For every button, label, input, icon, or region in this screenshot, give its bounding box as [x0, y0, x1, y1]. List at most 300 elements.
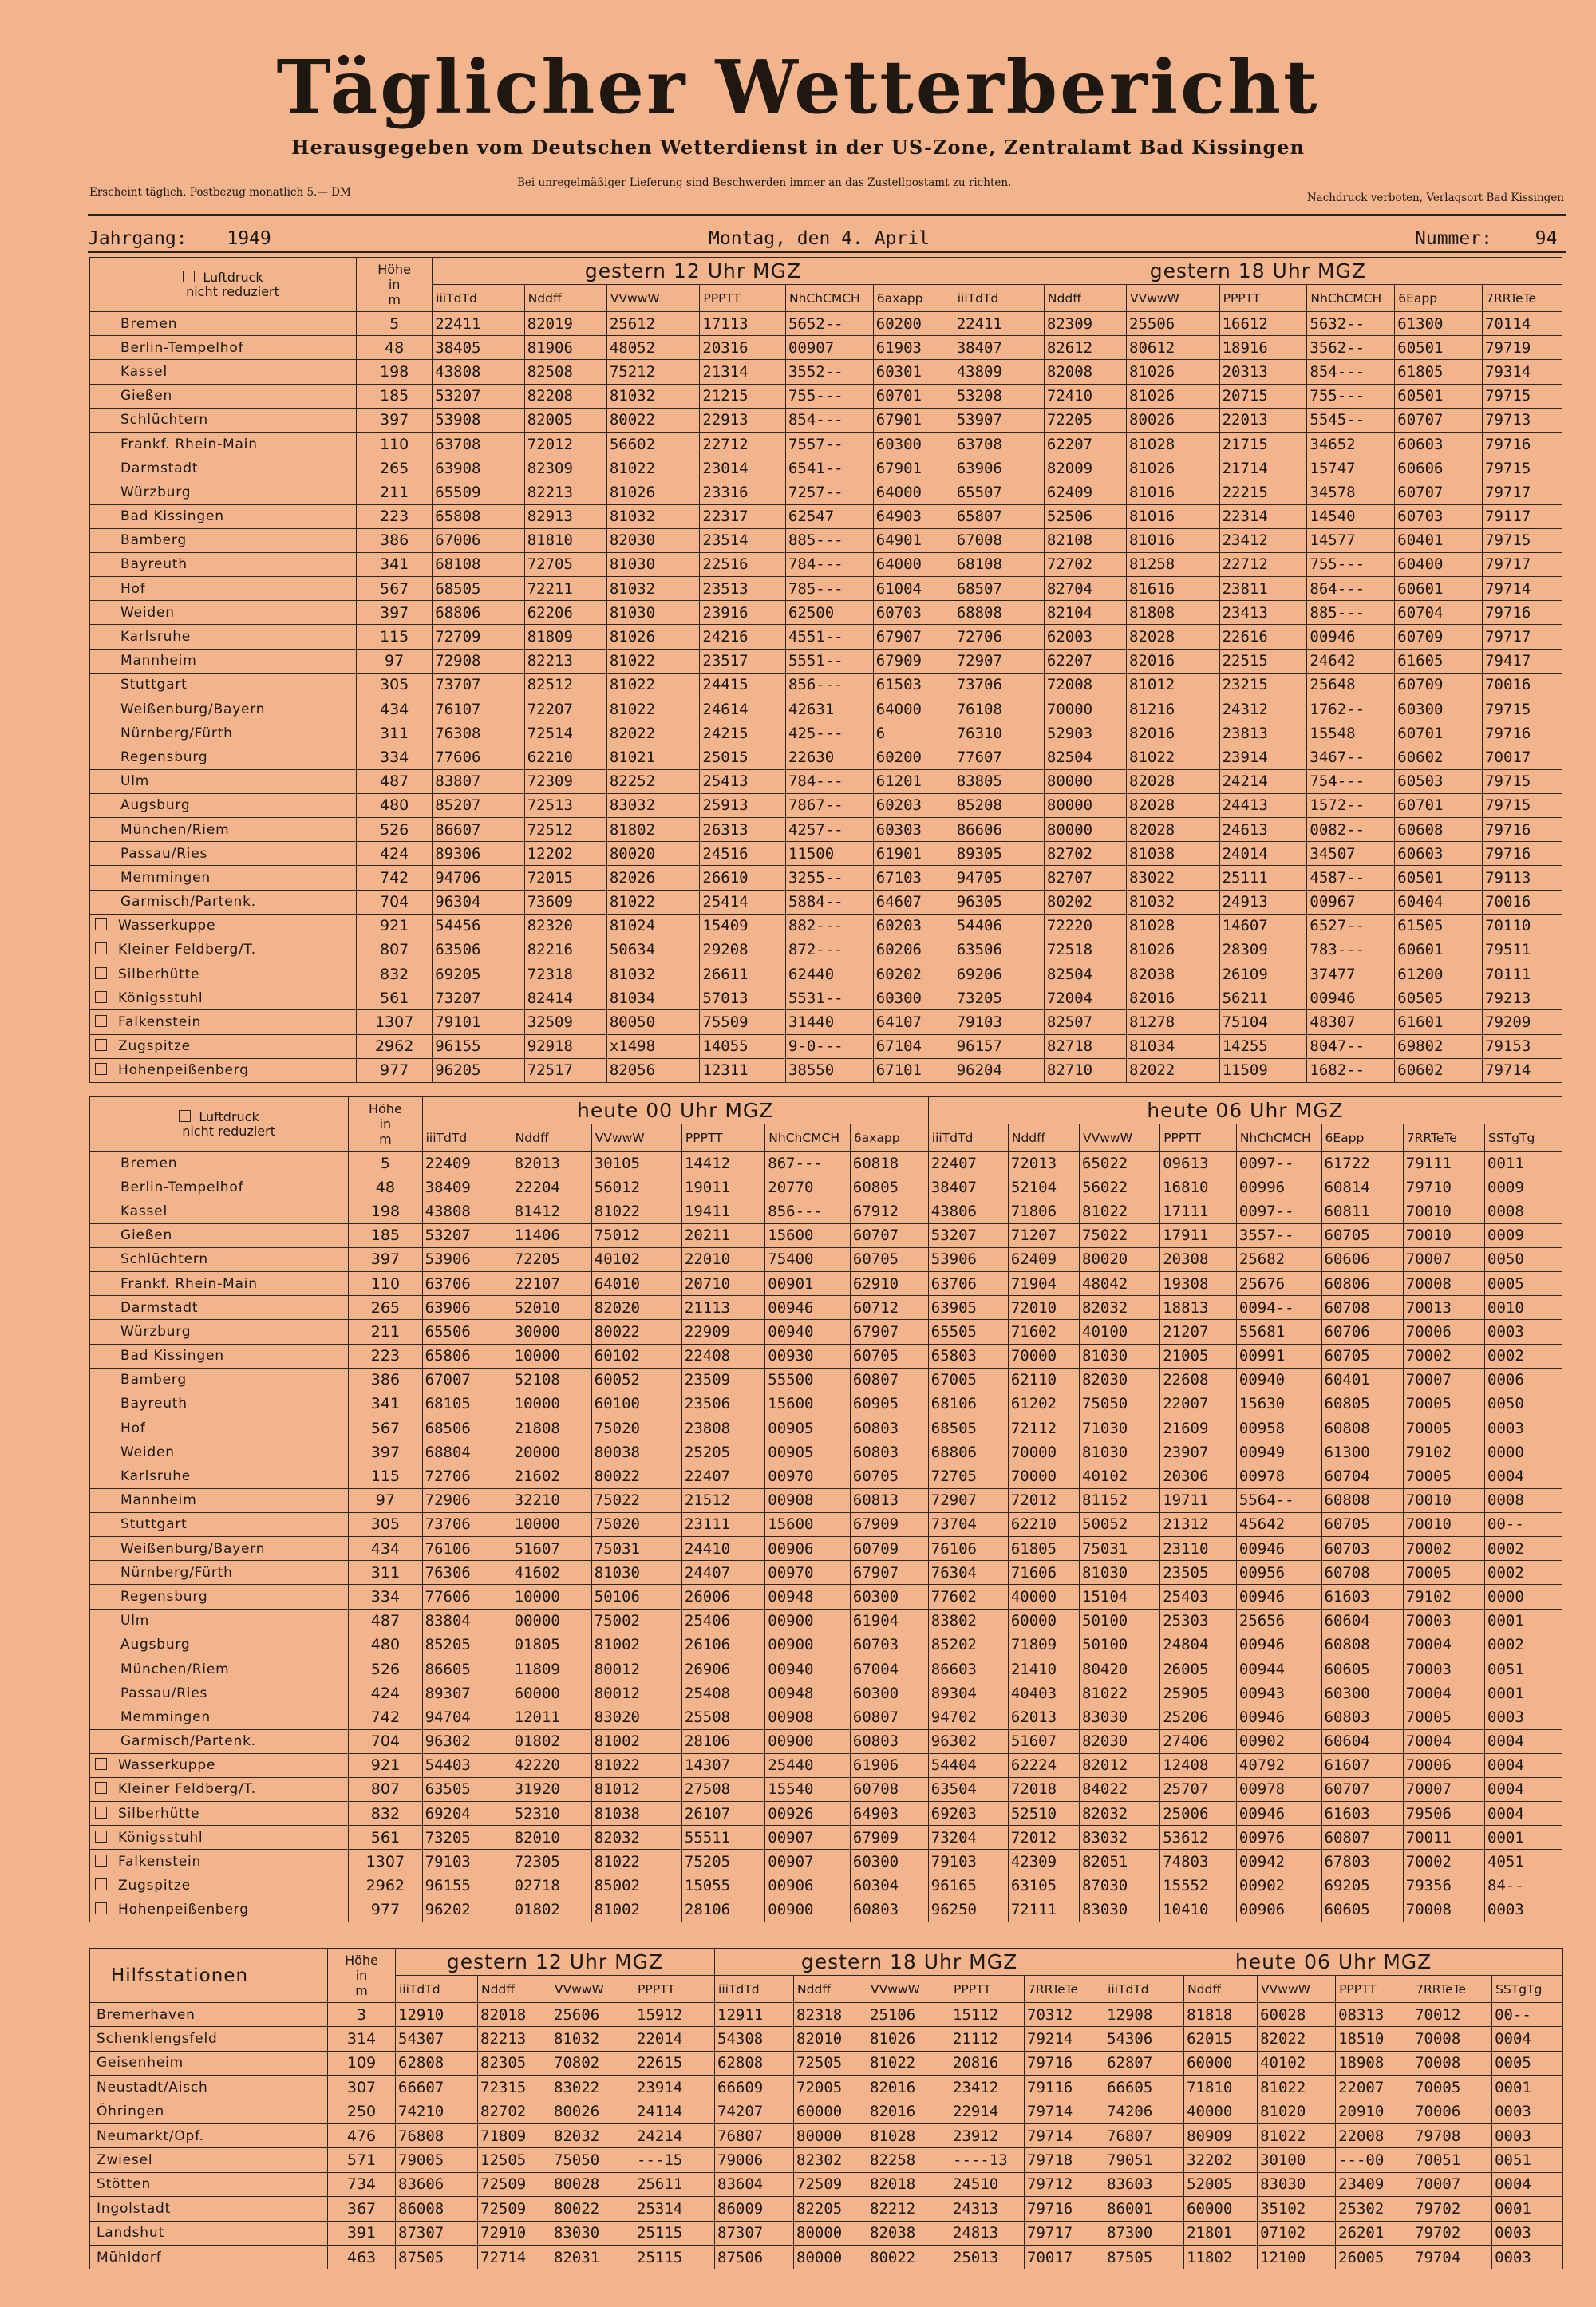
checkbox-icon	[95, 1039, 107, 1051]
table-row	[90, 1898, 1562, 1922]
data-cell: 81012	[591, 1777, 681, 1801]
data-cell: 72709	[433, 625, 524, 649]
data-cell: 54404	[928, 1753, 1008, 1777]
data-cell: 60701	[1395, 793, 1483, 817]
data-cell: 68806	[433, 601, 524, 625]
data-cell: 67103	[873, 866, 954, 890]
data-cell: 72509	[478, 2197, 551, 2221]
station-name: Schlüchtern	[120, 1251, 208, 1268]
data-cell: 41602	[512, 1561, 591, 1585]
station-cell	[90, 2245, 328, 2269]
data-cell: 0002	[1485, 1344, 1562, 1368]
data-cell: 425---	[785, 721, 873, 745]
data-cell: 65808	[433, 504, 524, 528]
data-cell: 76310	[954, 721, 1044, 745]
data-cell: 70007	[1403, 1247, 1484, 1271]
data-cell: 79101	[433, 1010, 524, 1034]
data-cell: 61300	[1395, 312, 1483, 336]
height-cell: 265	[349, 1296, 422, 1320]
data-cell: 82305	[478, 2051, 551, 2075]
data-cell: 81216	[1127, 697, 1220, 721]
data-cell: 82702	[1044, 842, 1126, 866]
table-row	[90, 625, 1562, 649]
table-row	[90, 1416, 1562, 1440]
data-cell: 1682--	[1307, 1058, 1395, 1082]
column-header: NhChCMCH	[1307, 285, 1395, 312]
data-cell: 20000	[512, 1440, 591, 1464]
data-cell: 68106	[928, 1392, 1008, 1416]
data-cell: 25648	[1307, 673, 1395, 697]
data-cell: 67909	[873, 649, 954, 673]
data-cell: 12408	[1160, 1753, 1237, 1777]
data-cell: 61901	[873, 842, 954, 866]
table-row	[90, 2051, 1563, 2075]
data-cell: 20316	[700, 336, 786, 360]
data-cell: 79116	[1025, 2076, 1104, 2100]
data-cell: 20770	[765, 1175, 851, 1199]
column-header: VVwwW	[1258, 1976, 1336, 2003]
data-cell: 40000	[1184, 2100, 1258, 2123]
data-cell: 23505	[1160, 1561, 1237, 1585]
data-cell: 60301	[873, 360, 954, 384]
data-cell: 60505	[1395, 986, 1483, 1010]
station-cell	[90, 673, 357, 697]
station-name: Falkenstein	[118, 1854, 202, 1870]
data-cell: 80420	[1080, 1657, 1160, 1681]
data-cell: 72509	[478, 2172, 551, 2196]
data-cell: 00958	[1236, 1416, 1321, 1440]
data-cell: 61605	[1395, 649, 1483, 673]
data-cell: 00900	[765, 1729, 851, 1753]
data-cell: 22712	[1219, 552, 1307, 576]
table-row	[90, 1058, 1562, 1082]
height-cell: 2962	[349, 1874, 422, 1898]
data-cell: 6541--	[785, 456, 873, 480]
table-row	[90, 1392, 1562, 1416]
data-cell: 60805	[850, 1175, 928, 1199]
station-cell	[90, 649, 357, 673]
data-cell: 22615	[634, 2051, 715, 2075]
data-cell: 10000	[512, 1585, 591, 1609]
data-cell: 81026	[867, 2027, 950, 2051]
data-cell: 74210	[396, 2100, 478, 2123]
data-cell: 4051	[1485, 1850, 1562, 1874]
data-cell: 65803	[928, 1344, 1008, 1368]
data-cell: 82020	[591, 1296, 681, 1320]
data-cell: 70010	[1403, 1488, 1484, 1512]
data-cell: 86603	[928, 1657, 1008, 1681]
height-cell: 386	[349, 1368, 422, 1392]
station-cell	[90, 2051, 328, 2075]
station-name: Zugspitze	[118, 1038, 191, 1055]
data-cell: 25302	[1336, 2197, 1412, 2221]
column-header: PPPTT	[700, 285, 786, 312]
data-cell: 79716	[1483, 721, 1562, 745]
data-cell: 0001	[1492, 2076, 1563, 2100]
data-cell: 79717	[1483, 625, 1562, 649]
data-cell: 85202	[928, 1633, 1008, 1657]
data-cell: 45642	[1236, 1512, 1321, 1536]
data-cell: 83604	[715, 2172, 794, 2196]
data-cell: 60807	[850, 1368, 928, 1392]
station-name: Bamberg	[120, 532, 187, 549]
data-cell: 26107	[681, 1802, 764, 1826]
data-cell: 00906	[765, 1537, 851, 1561]
table-today	[89, 1096, 1562, 1922]
data-cell: 0001	[1485, 1681, 1562, 1705]
data-cell: 32210	[512, 1488, 591, 1512]
data-cell: 69206	[954, 962, 1044, 986]
data-cell: 67912	[850, 1199, 928, 1223]
station-cell	[90, 2123, 328, 2147]
column-header: iiiTdTd	[396, 1976, 478, 2003]
data-cell: 83030	[551, 2221, 634, 2245]
data-cell: 83022	[551, 2076, 634, 2100]
data-cell: 80012	[591, 1681, 681, 1705]
height-cell: 305	[357, 673, 433, 697]
table-row	[90, 1657, 1562, 1681]
station-cell	[90, 1898, 349, 1922]
data-cell: 76106	[928, 1537, 1008, 1561]
data-cell: 00906	[765, 1874, 851, 1898]
table-row	[90, 1034, 1562, 1058]
data-cell: 52506	[1044, 504, 1126, 528]
data-cell: 75022	[1080, 1223, 1160, 1247]
data-cell: 0006	[1485, 1368, 1562, 1392]
data-cell: 96165	[928, 1874, 1008, 1898]
height-cell: 397	[357, 601, 433, 625]
data-cell: 80202	[1044, 890, 1126, 914]
data-cell: 61805	[1395, 360, 1483, 384]
data-cell: 67007	[422, 1368, 512, 1392]
data-cell: 52010	[512, 1296, 591, 1320]
station-name: Frankf. Rhein-Main	[120, 1275, 258, 1292]
data-cell: 79506	[1403, 1802, 1484, 1826]
column-header: NhChCMCH	[785, 285, 873, 312]
station-cell	[90, 1729, 349, 1753]
data-cell: 42631	[785, 697, 873, 721]
column-header: iiiTdTd	[954, 285, 1044, 312]
data-cell: 60705	[1321, 1512, 1403, 1536]
data-cell: 65506	[422, 1320, 512, 1344]
data-cell: 23506	[681, 1392, 764, 1416]
data-cell: 60206	[873, 938, 954, 962]
station-cell	[90, 914, 357, 938]
data-cell: 75020	[591, 1416, 681, 1440]
data-cell: 25303	[1160, 1609, 1237, 1633]
data-cell: 83603	[1104, 2172, 1184, 2196]
data-cell: 63708	[433, 432, 524, 456]
data-cell: 71606	[1008, 1561, 1079, 1585]
data-cell: 25206	[1160, 1705, 1237, 1729]
data-cell: 72015	[524, 866, 606, 890]
data-cell: 81016	[1127, 504, 1220, 528]
height-header: Höhe in m	[349, 1097, 422, 1152]
data-cell: 81002	[591, 1898, 681, 1922]
data-cell: 24114	[634, 2100, 715, 2123]
corner-header: Luftdruck nicht reduziert	[90, 1097, 349, 1152]
data-cell: 60601	[1395, 938, 1483, 962]
checkbox-icon	[95, 1063, 107, 1075]
data-cell: 00996	[1236, 1175, 1321, 1199]
data-cell: 60701	[1395, 721, 1483, 745]
data-cell: 60606	[1321, 1247, 1403, 1271]
data-cell: 60708	[1321, 1296, 1403, 1320]
station-cell	[90, 1199, 349, 1223]
column-header: VVwwW	[1080, 1124, 1160, 1152]
data-cell: 82704	[1044, 577, 1126, 601]
height-cell: 311	[357, 721, 433, 745]
data-cell: 82009	[1044, 456, 1126, 480]
data-cell: 79715	[1483, 456, 1562, 480]
data-cell: 81030	[1080, 1344, 1160, 1368]
data-cell: 60401	[1395, 528, 1483, 552]
data-cell: 79716	[1025, 2197, 1104, 2221]
station-name: Geisenheim	[97, 2055, 184, 2072]
data-cell: 00905	[765, 1440, 851, 1464]
data-cell: 82414	[524, 986, 606, 1010]
data-cell: 55681	[1236, 1320, 1321, 1344]
data-cell: 68108	[954, 552, 1044, 576]
data-cell: 35102	[1258, 2197, 1336, 2221]
data-cell: 60028	[1258, 2003, 1336, 2027]
data-cell: 23813	[1219, 721, 1307, 745]
data-cell: 63506	[433, 938, 524, 962]
data-cell: 72112	[1008, 1416, 1079, 1440]
table-row	[90, 552, 1562, 576]
data-cell: 43808	[433, 360, 524, 384]
data-cell: 60803	[850, 1440, 928, 1464]
data-cell: 70007	[1412, 2172, 1492, 2196]
data-cell: 23409	[1336, 2172, 1412, 2196]
data-cell: 24214	[634, 2123, 715, 2147]
data-cell: 82028	[1127, 625, 1220, 649]
data-cell: 60052	[591, 1368, 681, 1392]
data-cell: 755---	[1307, 384, 1395, 408]
data-cell: 82707	[1044, 866, 1126, 890]
data-cell: 83804	[422, 1609, 512, 1633]
data-cell: 15409	[700, 914, 786, 938]
data-cell: 34507	[1307, 842, 1395, 866]
table-yesterday	[89, 257, 1562, 1083]
station-cell	[90, 1850, 349, 1874]
station-cell	[90, 2148, 328, 2172]
data-cell: 62440	[785, 962, 873, 986]
data-cell: 25440	[765, 1753, 851, 1777]
table-row	[90, 1296, 1562, 1320]
data-cell: 60703	[850, 1633, 928, 1657]
data-cell: 81034	[606, 986, 700, 1010]
data-cell: 60814	[1321, 1175, 1403, 1199]
data-cell: 79716	[1483, 432, 1562, 456]
data-cell: 54406	[954, 914, 1044, 938]
data-cell: 72518	[1044, 938, 1126, 962]
station-name: Zwiesel	[97, 2152, 153, 2169]
data-cell: 72702	[1044, 552, 1126, 576]
table-row	[90, 1609, 1562, 1633]
data-cell: 64000	[873, 552, 954, 576]
group-header: gestern 18 Uhr MGZ	[954, 258, 1562, 285]
data-cell: 00900	[765, 1898, 851, 1922]
table-row	[90, 1705, 1562, 1729]
data-cell: 72315	[478, 2076, 551, 2100]
data-cell: 3562--	[1307, 336, 1395, 360]
data-cell: 71809	[478, 2123, 551, 2147]
data-cell: 60401	[1321, 1368, 1403, 1392]
data-cell: 20910	[1336, 2100, 1412, 2123]
data-cell: 70010	[1403, 1199, 1484, 1223]
table-row	[90, 480, 1562, 504]
table-row	[90, 2076, 1563, 2100]
data-cell: 24804	[1160, 1633, 1237, 1657]
table-row	[90, 432, 1562, 456]
data-cell: 00926	[765, 1802, 851, 1826]
column-header: VVwwW	[591, 1124, 681, 1152]
data-cell: 72010	[1008, 1296, 1079, 1320]
data-cell: 65507	[954, 480, 1044, 504]
data-cell: 72111	[1008, 1898, 1079, 1922]
data-cell: 00900	[765, 1633, 851, 1657]
data-cell: 23912	[950, 2123, 1025, 2147]
data-cell: 00902	[1236, 1874, 1321, 1898]
data-cell: 00946	[1236, 1537, 1321, 1561]
data-cell: 23811	[1219, 577, 1307, 601]
data-cell: 60501	[1395, 336, 1483, 360]
data-cell: 19011	[681, 1175, 764, 1199]
data-cell: 82512	[524, 673, 606, 697]
data-cell: 82032	[1080, 1296, 1160, 1320]
data-cell: 60708	[850, 1777, 928, 1801]
data-cell: 15630	[1236, 1392, 1321, 1416]
station-cell	[90, 480, 357, 504]
data-cell: 23916	[700, 601, 786, 625]
data-cell: 68108	[433, 552, 524, 576]
data-cell: 82309	[524, 456, 606, 480]
station-cell	[90, 1826, 349, 1850]
data-cell: 72018	[1008, 1777, 1079, 1801]
data-cell: 0003	[1485, 1898, 1562, 1922]
data-cell: 62409	[1008, 1247, 1079, 1271]
data-cell: 25408	[681, 1681, 764, 1705]
data-cell: 24410	[681, 1537, 764, 1561]
data-cell: 77606	[433, 745, 524, 769]
data-cell: 81016	[1127, 480, 1220, 504]
data-cell: 76807	[1104, 2123, 1184, 2147]
height-cell: 487	[349, 1609, 422, 1633]
data-cell: 72907	[928, 1488, 1008, 1512]
data-cell: 54306	[1104, 2027, 1184, 2051]
column-header: iiiTdTd	[1104, 1976, 1184, 2003]
data-cell: 12908	[1104, 2003, 1184, 2027]
column-header: 7RRTeTe	[1483, 285, 1562, 312]
data-cell: ---15	[634, 2148, 715, 2172]
data-cell: 82022	[1127, 1058, 1220, 1082]
data-cell: 81278	[1127, 1010, 1220, 1034]
data-cell: 75104	[1219, 1010, 1307, 1034]
station-name: Berlin-Tempelhof	[120, 1179, 244, 1195]
data-cell: 5545--	[1307, 408, 1395, 432]
data-cell: 82302	[794, 2148, 867, 2172]
data-cell: 5632--	[1307, 312, 1395, 336]
data-cell: 68804	[422, 1440, 512, 1464]
data-cell: 0003	[1492, 2100, 1563, 2123]
data-cell: 81021	[606, 745, 700, 769]
data-cell: 16810	[1160, 1175, 1237, 1199]
data-cell: 79714	[1483, 577, 1562, 601]
data-cell: 5652--	[785, 312, 873, 336]
data-cell: 0002	[1485, 1633, 1562, 1657]
data-cell: 82504	[1044, 962, 1126, 986]
table-row	[90, 2172, 1563, 2196]
table-auxiliary-stations	[89, 1948, 1563, 2269]
data-cell: 63906	[954, 456, 1044, 480]
data-cell: 22107	[512, 1271, 591, 1295]
data-cell: 63708	[954, 432, 1044, 456]
data-cell: 00946	[1307, 625, 1395, 649]
data-cell: 79708	[1412, 2123, 1492, 2147]
station-cell	[90, 1034, 357, 1058]
data-cell: 40000	[1008, 1585, 1079, 1609]
data-cell: x1498	[606, 1034, 700, 1058]
column-header: 7RRTeTe	[1025, 1976, 1104, 2003]
data-cell: 18908	[1336, 2051, 1412, 2075]
data-cell: 10000	[512, 1392, 591, 1416]
data-cell: 81024	[606, 914, 700, 938]
station-name: Garmisch/Partenk.	[120, 894, 256, 911]
data-cell: 80022	[867, 2245, 950, 2269]
data-cell: 86009	[715, 2197, 794, 2221]
data-cell: 52510	[1008, 1802, 1079, 1826]
table-row	[90, 2221, 1563, 2245]
data-cell: 81032	[606, 577, 700, 601]
data-cell: 62015	[1184, 2027, 1258, 2051]
data-cell: 5531--	[785, 986, 873, 1010]
data-cell: 872---	[785, 938, 873, 962]
data-cell: 17113	[700, 312, 786, 336]
data-cell: 79005	[396, 2148, 478, 2172]
station-cell	[90, 793, 357, 817]
data-cell: 57013	[700, 986, 786, 1010]
data-cell: 80000	[1044, 793, 1126, 817]
data-cell: 22408	[681, 1344, 764, 1368]
data-cell: 76308	[433, 721, 524, 745]
data-cell: 64901	[873, 528, 954, 552]
data-cell: 25606	[551, 2003, 634, 2027]
data-cell: 60808	[1321, 1488, 1403, 1512]
data-cell: 48307	[1307, 1010, 1395, 1034]
data-cell: 20211	[681, 1223, 764, 1247]
data-cell: 81012	[1127, 673, 1220, 697]
data-cell: 81022	[591, 1753, 681, 1777]
station-name: Darmstadt	[120, 460, 199, 476]
data-cell: 65807	[954, 504, 1044, 528]
data-cell: 79717	[1483, 552, 1562, 576]
data-cell: 14255	[1219, 1034, 1307, 1058]
data-cell: 31440	[785, 1010, 873, 1034]
data-cell: 01802	[512, 1898, 591, 1922]
data-cell: 62910	[850, 1271, 928, 1295]
data-cell: 96202	[422, 1898, 512, 1922]
height-cell: 115	[349, 1464, 422, 1488]
column-header: VVwwW	[606, 285, 700, 312]
data-cell: 79715	[1483, 384, 1562, 408]
data-cell: 25611	[634, 2172, 715, 2196]
data-cell: 60805	[1321, 1392, 1403, 1416]
data-cell: 72005	[794, 2076, 867, 2100]
data-cell: 71030	[1080, 1416, 1160, 1440]
data-cell: 70006	[1403, 1320, 1484, 1344]
height-cell: 3	[328, 2003, 396, 2027]
